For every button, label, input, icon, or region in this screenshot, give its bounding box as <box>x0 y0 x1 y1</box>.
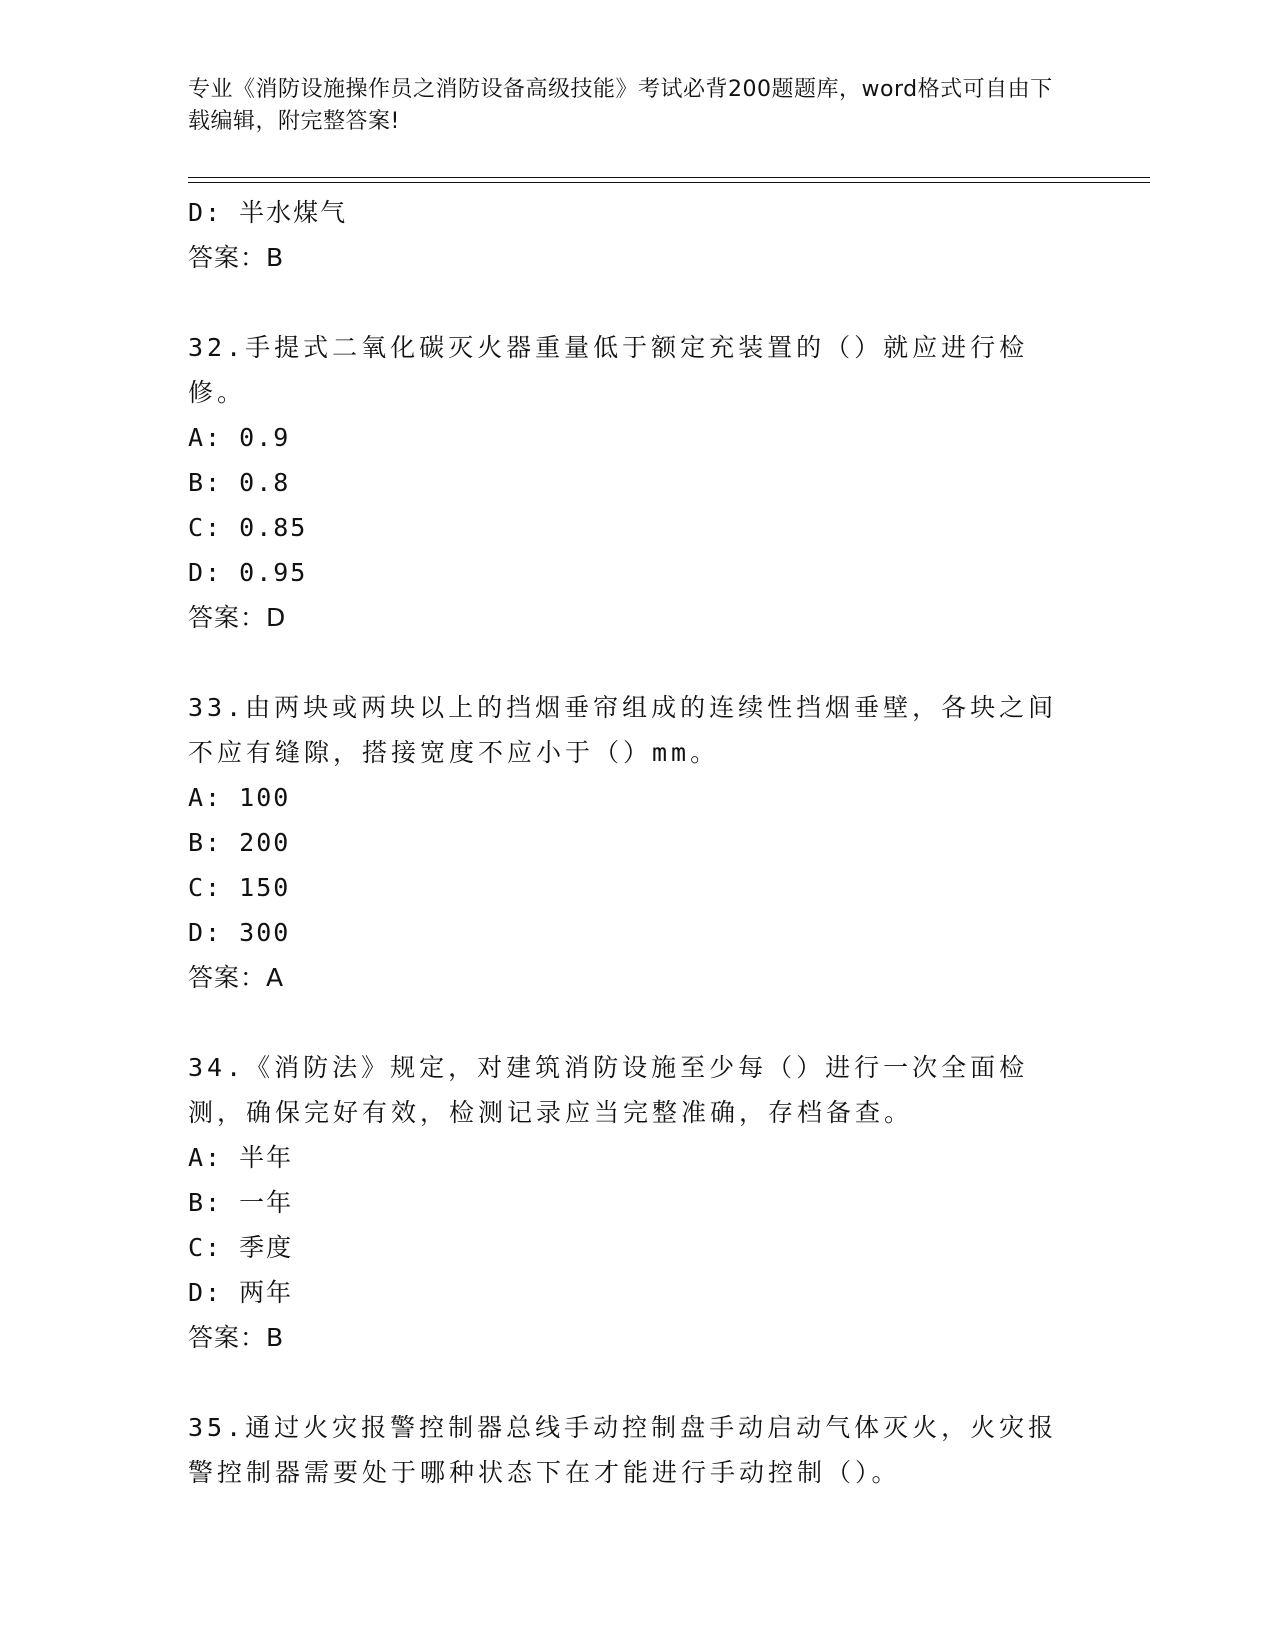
option-a: A: 100 <box>188 783 291 812</box>
option-d: D: 半水煤气 <box>188 198 348 227</box>
question-list <box>188 190 1088 1495</box>
answer-line: 答案：B <box>188 243 285 272</box>
question-32 <box>188 325 1088 640</box>
question-34 <box>188 1045 1088 1360</box>
question-35 <box>188 1405 1088 1495</box>
option-a: A: 0.9 <box>188 423 291 452</box>
option-b: B: 0.8 <box>188 468 291 497</box>
option-b: B: 一年 <box>188 1188 294 1217</box>
option-d: D: 两年 <box>188 1278 294 1307</box>
question-text: 34.《消防法》规定，对建筑消防设施至少每（）进行一次全面检测，确保完好有效，检测记录应当完整准确，存档备查。 <box>188 1053 1029 1127</box>
answer-line: 答案：B <box>188 1323 285 1352</box>
question-text: 32.手提式二氧化碳灭火器重量低于额定充装置的（）就应进行检修。 <box>188 333 1029 407</box>
option-d: D: 300 <box>188 918 291 947</box>
answer-line: 答案：A <box>188 963 285 992</box>
header-rule-top <box>188 177 1150 178</box>
option-a: A: 半年 <box>188 1143 294 1172</box>
option-b: B: 200 <box>188 828 291 857</box>
option-c: C: 0.85 <box>188 513 308 542</box>
header-rule-bottom <box>188 182 1150 183</box>
question-text: 35.通过火灾报警控制器总线手动控制盘手动启动气体灭火，火灾报警控制器需要处于哪种状态下在才能进行手动控制（）。 <box>188 1413 1058 1487</box>
document-header: 专业《消防设施操作员之消防设备高级技能》考试必背200题题库，word格式可自由下载编辑，附完整答案! <box>188 77 1053 134</box>
option-c: C: 150 <box>188 873 291 902</box>
option-d: D: 0.95 <box>188 558 308 587</box>
option-c: C: 季度 <box>188 1233 294 1262</box>
question-33 <box>188 685 1088 1000</box>
question-text: 33.由两块或两块以上的挡烟垂帘组成的连续性挡烟垂壁，各块之间不应有缝隙，搭接宽度不应小于（）mm。 <box>188 693 1058 767</box>
answer-line: 答案：D <box>188 603 287 632</box>
